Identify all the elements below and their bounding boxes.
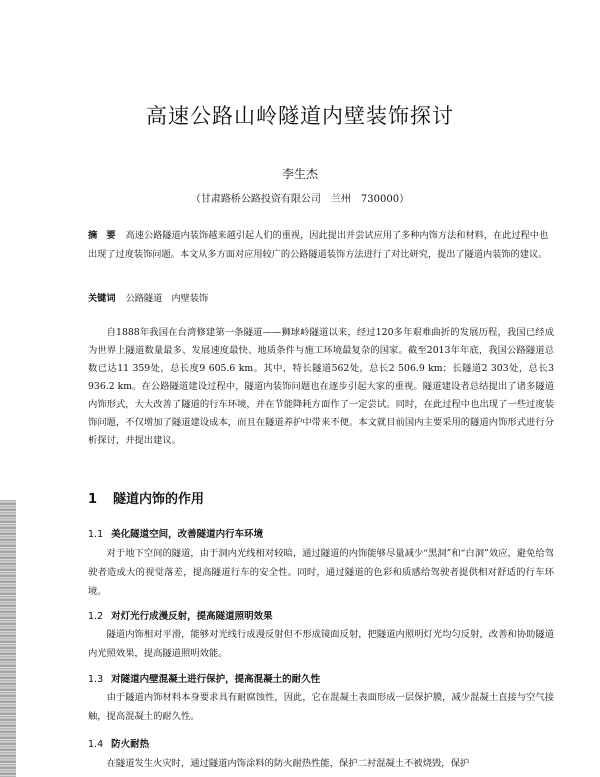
subsection-number: 1.3 [88, 674, 104, 685]
section-title: 隧道内饰的作用 [113, 492, 205, 507]
subsection-title: 对隧道内壁混凝土进行保护，提高混凝土的耐久性 [111, 674, 321, 685]
subsection-number: 1.2 [88, 611, 104, 622]
paper-title: 高速公路山岭隧道内壁装饰探讨 [146, 104, 454, 128]
subsection-text-1-1: 对于地下空间的隧道，由于洞内光线相对较暗，通过隧道的内饰能够尽量减少“黑洞”和“白洞”效应，避免给驾驶者造成大的视觉落差，提高隧道行车的安全性。同时，通过隧道的色彩和质感给驾驶者提供相对舒适的行车环境。 [88, 548, 554, 597]
subsection-title: 对灯光行成漫反射，提高隧道照明效果 [111, 611, 273, 622]
abstract-text: 高速公路隧道内装饰越来越引起人们的重视，因此提出并尝试应用了多种内饰方法和材料，在此过程中也出现了过度装饰问题。本文从多方面对应用较广的公路隧道装饰方法进行了对比研究，提出了隧道内装饰的建议。 [88, 230, 549, 260]
subsection-text-1-2: 隧道内饰相对平滑，能够对光线行成漫反射但不形成镜面反射，把隧道内照明灯光均匀反射，改善和协助隧道内光照效果，提高隧道照明效能。 [88, 629, 554, 659]
section-number: 1 [88, 492, 98, 507]
keywords [88, 290, 208, 304]
subsection-title: 美化隧道空间，改善隧道内行车环境 [111, 529, 264, 540]
abstract [88, 226, 550, 264]
subsection-number: 1.4 [88, 739, 104, 750]
keywords-text: 公路隧道 内壁装饰 [125, 293, 209, 304]
intro-paragraph: 自1888年我国在台湾修建第一条隧道——狮球岭隧道以来，经过120多年艰难曲折的发展历程，我国已经成为世界上隧道数量最多、发展速度最快、地质条件与施工环境最复杂的国家。截至2013年年底，我国公路隧道总数已达11 359处，总长度9 605.6 km。其中，特长隧道562处，总长2 506.9 km；长隧道2 303处，总长3 936.2 km。在公路隧道建设过程中，隧道内装饰问题也在逐步引起大家的重视。隧道建设者总结提出了诸多隧道内饰形式，大大改善了隧道的行车环境，并在节能降耗方面作了一定尝试。同时，在此过程中也出现了一些过度装饰问题，不仅增加了隧道建设成本，而且在隧道养护中带来不便。本文就目前国内主要采用的隧道内饰形式进行分析探讨，并提出建议。 [88, 327, 554, 446]
author-name: 李生杰 [281, 167, 318, 181]
subsection-text-1-3: 由于隧道内饰材料本身要求具有耐腐蚀性，因此，它在混凝土表面形成一层保护膜，减少混凝土直接与空气接触，提高混凝土的耐久性。 [88, 692, 554, 722]
abstract-label: 摘 要 [88, 230, 116, 241]
author-affiliation: （甘肃路桥公路投资有限公司 兰州 730000） [190, 194, 410, 205]
subsection-text-1-4: 在隧道发生火灾时，通过隧道内饰涂料的防火耐热性能，保护二衬混凝土不被烧毁，保护 [106, 758, 470, 769]
keywords-label: 关键词 [88, 293, 116, 304]
subsection-heading-1-2 [88, 608, 273, 622]
subsection-heading-1-3 [88, 671, 320, 685]
scan-edge-artifact [0, 500, 16, 777]
subsection-title: 防火耐热 [111, 739, 150, 750]
subsection-heading-1-1 [88, 526, 263, 540]
subsection-heading-1-4 [88, 736, 149, 750]
subsection-number: 1.1 [88, 529, 104, 540]
section-heading-1 [88, 488, 204, 507]
